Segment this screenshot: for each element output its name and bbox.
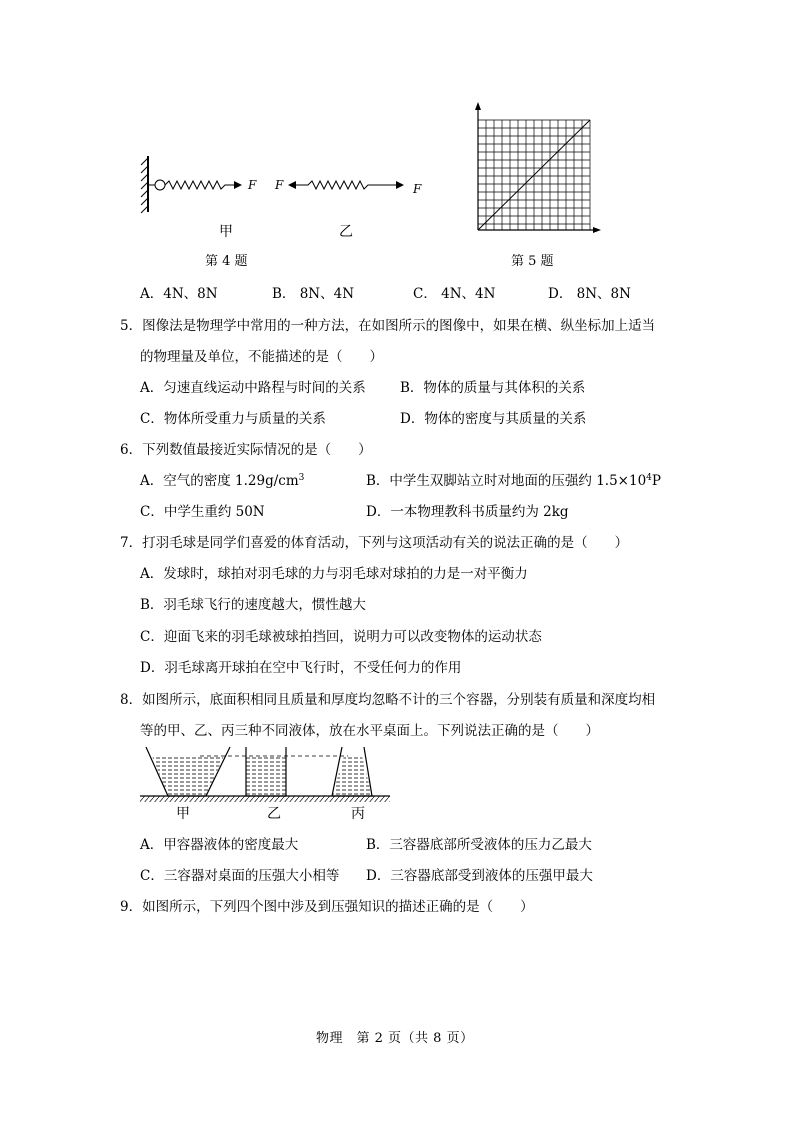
q6-stem: 6．下列数值最接近实际情况的是（ ） bbox=[120, 442, 372, 458]
q6-option-c: C．中学生重约 50N bbox=[140, 504, 265, 520]
fig5-caption: 第 5 题 bbox=[511, 254, 554, 269]
force-label-yi-right: F bbox=[413, 182, 422, 196]
q5-option-d: D．物体的密度与其质量的关系 bbox=[400, 411, 587, 427]
q4-option-c: C． 4N、4N bbox=[413, 286, 496, 302]
fig8-label-jia: 甲 bbox=[176, 806, 190, 822]
q6-option-d: D．一本物理教科书质量约为 2kg bbox=[366, 504, 569, 520]
q8-option-c: C．三容器对桌面的压强大小相等 bbox=[140, 868, 340, 884]
q6-option-a-sup: 3 bbox=[298, 473, 305, 483]
q8-option-a: A．甲容器液体的密度最大 bbox=[140, 837, 299, 853]
q6-option-b bbox=[366, 469, 661, 489]
q5-option-a: A．匀速直线运动中路程与时间的关系 bbox=[140, 380, 366, 396]
q7-stem: 7．打羽毛球是同学们喜爱的体育活动，下列与这项活动有关的说法正确的是（ ） bbox=[120, 535, 629, 551]
q5-stem-line2: 的物理量及单位，不能描述的是（ ） bbox=[140, 349, 383, 365]
q7-option-b: B．羽毛球飞行的速度越大，惯性越大 bbox=[140, 597, 366, 613]
fig4-caption: 第 4 题 bbox=[205, 254, 248, 269]
q4-option-b: B． 8N、4N bbox=[272, 286, 355, 302]
q7-option-c: C．迎面飞来的羽毛球被球拍挡回，说明力可以改变物体的运动状态 bbox=[140, 629, 542, 645]
q5-stem-line1: 5．图像法是物理学中常用的一种方法，在如图所示的图像中，如果在横、纵坐标加上适当 bbox=[120, 318, 656, 334]
q7-option-a: A．发球时，球拍对羽毛球的力与羽毛球对球拍的力是一对平衡力 bbox=[140, 566, 528, 582]
q4-option-d: D． 8N、8N bbox=[548, 286, 631, 302]
figure-q8-containers bbox=[138, 744, 398, 804]
figure-q4-springs bbox=[138, 150, 438, 240]
figure-q5-graph bbox=[460, 100, 605, 240]
q4-option-a: A．4N、8N bbox=[140, 286, 218, 302]
q6-option-b-text: B．中学生双脚站立时对地面的压强约 1.5×10 bbox=[366, 473, 647, 489]
fig4-label-yi: 乙 bbox=[339, 224, 353, 240]
q8-stem-line2: 等的甲、乙、丙三种不同液体，放在水平桌面上。下列说法正确的是（ ） bbox=[140, 723, 599, 739]
q6-option-b-sup: 4 bbox=[646, 473, 652, 483]
fig4-label-jia: 甲 bbox=[219, 224, 233, 240]
page-footer: 物理 第 2 页（共 8 页） bbox=[316, 1031, 474, 1046]
q8-option-d: D．三容器底部受到液体的压强甲最大 bbox=[366, 868, 593, 884]
q6-option-a bbox=[140, 469, 304, 489]
q5-option-c: C．物体所受重力与质量的关系 bbox=[140, 411, 326, 427]
q5-option-b: B．物体的质量与其体积的关系 bbox=[400, 380, 586, 396]
q8-option-b: B．三容器底部所受液体的压力乙最大 bbox=[366, 837, 592, 853]
q9-stem: 9．如图所示，下列四个图中涉及到压强知识的描述正确的是（ ） bbox=[120, 899, 534, 915]
q6-option-a-text: A．空气的密度 1.29g/cm bbox=[140, 473, 299, 489]
fig8-label-yi: 乙 bbox=[267, 806, 281, 822]
q6-option-b-tail: P bbox=[651, 473, 661, 489]
q7-option-d: D．羽毛球离开球拍在空中飞行时，不受任何力的作用 bbox=[140, 660, 462, 676]
force-label-yi-left: F bbox=[275, 178, 284, 192]
force-label-jia: F bbox=[248, 178, 257, 192]
fig8-label-bing: 丙 bbox=[351, 806, 365, 822]
q8-stem-line1: 8．如图所示，底面积相同且质量和厚度均忽略不计的三个容器，分别装有质量和深度均相 bbox=[120, 692, 656, 708]
